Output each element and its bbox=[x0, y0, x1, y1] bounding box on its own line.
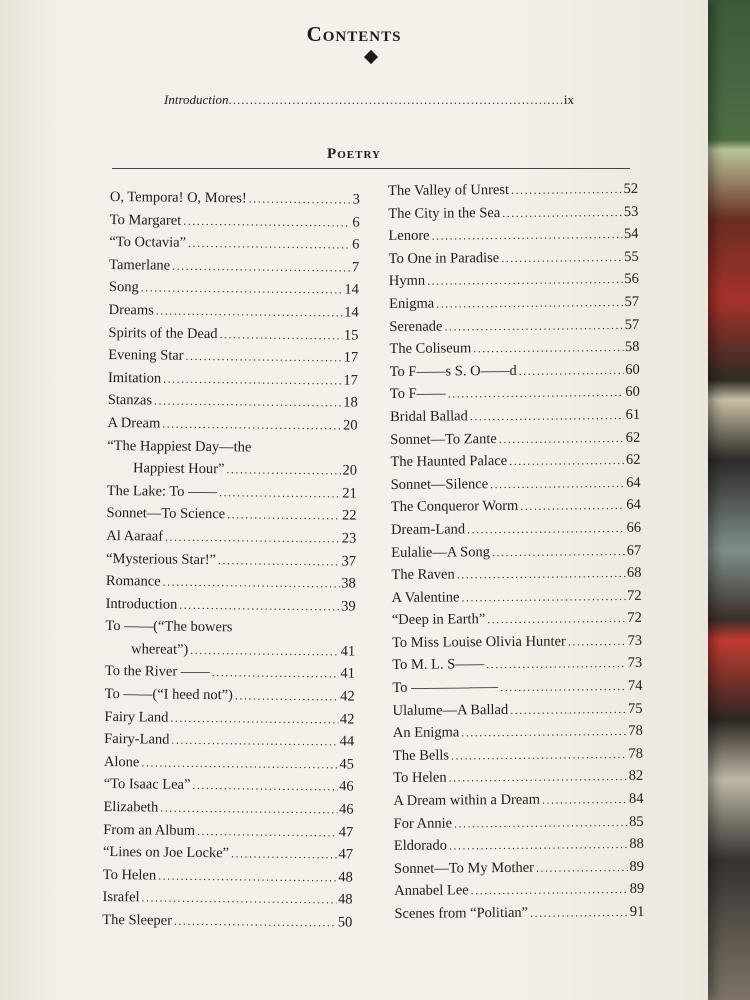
toc-entry: Scenes from “Politian” ..... 91 bbox=[394, 901, 644, 926]
toc-entry: To F—— ..... 60 bbox=[390, 381, 640, 406]
divider bbox=[112, 168, 630, 169]
toc-entry: Sonnet—Silence ..... 64 bbox=[391, 472, 641, 497]
toc-entry: “To Isaac Lea” ..... 46 bbox=[104, 773, 354, 798]
toc-entry: Spirits of the Dead ..... 15 bbox=[108, 322, 358, 347]
toc-entry: Elizabeth ..... 46 bbox=[103, 796, 353, 821]
toc-entry: To Helen ..... 82 bbox=[393, 765, 643, 790]
entry-title: Introduction bbox=[164, 92, 229, 107]
toc-entry: The Valley of Unrest ..... 52 bbox=[388, 178, 638, 203]
toc-entry: Ulalume—A Ballad ..... 75 bbox=[393, 697, 643, 722]
toc-entry: The Bells ..... 78 bbox=[393, 743, 643, 768]
toc-entry: The Coliseum ..... 58 bbox=[389, 336, 639, 361]
toc-entry: A Dream ..... 20 bbox=[107, 412, 357, 437]
toc-entry: Hymn ..... 56 bbox=[389, 268, 639, 293]
toc-entry: For Annie ..... 85 bbox=[394, 810, 644, 835]
toc-entry: Evening Star ..... 17 bbox=[108, 344, 358, 369]
toc-entry: Eldorado ..... 88 bbox=[394, 833, 644, 858]
toc-entry: Happiest Hour” ..... 20 bbox=[107, 457, 357, 482]
toc-left-column bbox=[102, 186, 360, 934]
toc-entry: Sonnet—To My Mother ..... 89 bbox=[394, 856, 644, 881]
toc-entry: Eulalie—A Song ..... 67 bbox=[391, 539, 641, 564]
toc-entry: Dreams ..... 14 bbox=[109, 299, 359, 324]
toc-entry: Fairy-Land ..... 44 bbox=[104, 728, 354, 753]
toc-entry: Song ..... 14 bbox=[109, 276, 359, 301]
toc-entry: To the River —— ..... 41 bbox=[105, 660, 355, 685]
toc-entry: Introduction ..... 39 bbox=[106, 593, 356, 618]
toc-entry: “Deep in Earth” ..... 72 bbox=[392, 607, 642, 632]
toc-entry: To ——(“I heed not”) ..... 42 bbox=[105, 683, 355, 708]
page-title: Contents bbox=[306, 22, 402, 47]
toc-entry: To —————— ..... 74 bbox=[392, 675, 642, 700]
toc-entry: To One in Paradise ..... 55 bbox=[389, 246, 639, 271]
toc-entry: The City in the Sea ..... 53 bbox=[388, 200, 638, 225]
toc-entry: A Valentine ..... 72 bbox=[392, 584, 642, 609]
toc-entry: Dream-Land ..... 66 bbox=[391, 517, 641, 542]
toc-entry: To Miss Louise Olivia Hunter ..... 73 bbox=[392, 630, 642, 655]
toc-entry: Alone ..... 45 bbox=[104, 751, 354, 776]
toc-entry: To Margaret ..... 6 bbox=[110, 209, 360, 234]
toc-entry: Stanzas ..... 18 bbox=[108, 389, 358, 414]
toc-entry: Enigma ..... 57 bbox=[389, 291, 639, 316]
leader-dots bbox=[229, 92, 562, 108]
toc-entry: Bridal Ballad ..... 61 bbox=[390, 404, 640, 429]
toc-entry: A Dream within a Dream ..... 84 bbox=[393, 788, 643, 813]
toc-entry: Imitation ..... 17 bbox=[108, 367, 358, 392]
toc-entry: Sonnet—To Zante ..... 62 bbox=[390, 426, 640, 451]
toc-entry: The Raven ..... 68 bbox=[391, 562, 641, 587]
toc-entry: Lenore ..... 54 bbox=[388, 223, 638, 248]
toc-entry: The Haunted Palace ..... 62 bbox=[390, 449, 640, 474]
toc-entry: “Lines on Joe Locke” ..... 47 bbox=[103, 841, 353, 866]
diamond-ornament-icon bbox=[364, 50, 378, 64]
toc-right-column bbox=[388, 178, 644, 926]
toc-entry: O, Tempora! O, Mores! ..... 3 bbox=[110, 186, 360, 211]
toc-entry: Al Aaraaf ..... 23 bbox=[106, 525, 356, 550]
toc-entry: To M. L. S—— ..... 73 bbox=[392, 652, 642, 677]
introduction-entry bbox=[164, 92, 574, 108]
toc-entry: To ——(“The bowers bbox=[105, 618, 233, 636]
toc-entry: From an Album ..... 47 bbox=[103, 819, 353, 844]
toc-entry: To F——s S. O——d ..... 60 bbox=[390, 359, 640, 384]
toc-entry: To Helen ..... 48 bbox=[103, 864, 353, 889]
toc-entry: The Conqueror Worm ..... 64 bbox=[391, 494, 641, 519]
toc-entry: whereat”) ..... 41 bbox=[105, 638, 355, 663]
toc-entry: “To Octavia” ..... 6 bbox=[109, 231, 359, 256]
section-heading: Poetry bbox=[327, 146, 381, 162]
toc-entry: An Enigma ..... 78 bbox=[393, 720, 643, 745]
toc-entry: The Lake: To —— ..... 21 bbox=[107, 480, 357, 505]
toc-entry: Serenade ..... 57 bbox=[389, 313, 639, 338]
toc-entry: Sonnet—To Science ..... 22 bbox=[106, 502, 356, 527]
toc-entry: Tamerlane ..... 7 bbox=[109, 254, 359, 279]
toc-entry: Annabel Lee ..... 89 bbox=[394, 878, 644, 903]
toc-entry: Fairy Land ..... 42 bbox=[104, 706, 354, 731]
toc-entry: “Mysterious Star!” ..... 37 bbox=[106, 547, 356, 572]
toc-entry: The Sleeper ..... 50 bbox=[102, 909, 352, 934]
toc-entry: Israfel ..... 48 bbox=[102, 886, 352, 911]
toc-entry: Romance ..... 38 bbox=[106, 570, 356, 595]
entry-page: ix bbox=[563, 92, 574, 107]
toc-entry: “The Happiest Day—the bbox=[107, 437, 252, 456]
